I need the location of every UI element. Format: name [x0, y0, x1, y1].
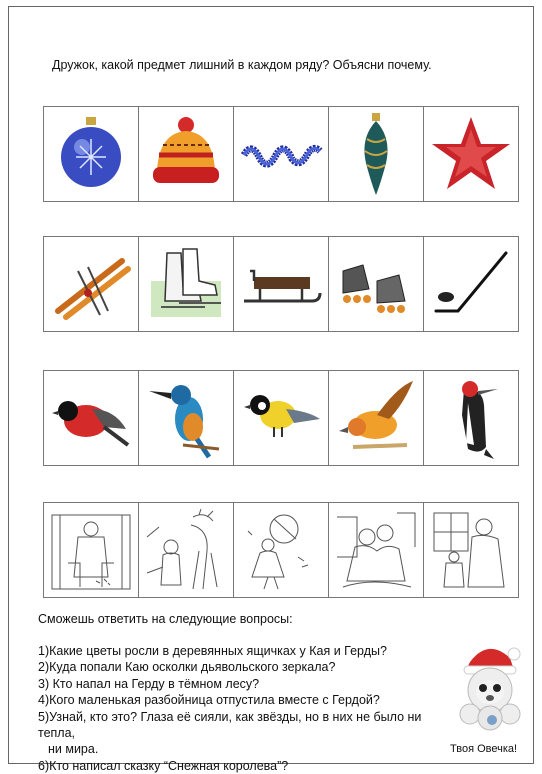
- question-6: 6)Кто написал сказку “Снежная королева”?: [38, 758, 289, 773]
- titmouse-icon: [238, 375, 324, 461]
- icicle-ornament-icon: [333, 111, 419, 197]
- story-picture-1: [48, 507, 134, 593]
- row4-cell-2[interactable]: [139, 503, 234, 597]
- story-picture-5: [428, 507, 514, 593]
- story-row: [43, 502, 519, 598]
- row3-cell-5[interactable]: [424, 371, 518, 465]
- worksheet-title: Дружок, какой предмет лишний в каждом ряду? Объясни почему.: [52, 58, 432, 72]
- question-3: 3) Кто напал на Герду в тёмном лесу?: [38, 676, 260, 691]
- story-picture-2: [143, 507, 229, 593]
- sled-icon: [238, 241, 324, 327]
- row4-cell-3[interactable]: [234, 503, 329, 597]
- row4-cell-5[interactable]: [424, 503, 518, 597]
- sheep-mascot-icon: [448, 640, 528, 732]
- birds-row: [43, 370, 519, 466]
- hockey-stick-icon: [428, 241, 514, 327]
- row1-cell-4[interactable]: [329, 107, 424, 201]
- signature: Твоя Овечка!: [450, 743, 518, 755]
- row3-cell-2[interactable]: [139, 371, 234, 465]
- row2-cell-2[interactable]: [139, 237, 234, 331]
- story-picture-4: [333, 507, 419, 593]
- tinsel-icon: [238, 111, 324, 197]
- row3-cell-1[interactable]: [44, 371, 139, 465]
- row2-cell-3[interactable]: [234, 237, 329, 331]
- question-5-continued: ни мира.: [48, 742, 99, 757]
- roller-skates-icon: [333, 241, 419, 327]
- woodpecker-icon: [428, 375, 514, 461]
- row2-cell-1[interactable]: [44, 237, 139, 331]
- questions-list: [38, 643, 458, 774]
- row1-cell-5[interactable]: [424, 107, 518, 201]
- story-picture-3: [238, 507, 324, 593]
- ice-skates-icon: [143, 241, 229, 327]
- christmas-row: [43, 106, 519, 202]
- row1-cell-2[interactable]: [139, 107, 234, 201]
- sport-row: [43, 236, 519, 332]
- row3-cell-3[interactable]: [234, 371, 329, 465]
- question-4: 4)Кого маленькая разбойница отпустила вместе с Гердой?: [38, 693, 380, 708]
- skis-icon: [48, 241, 134, 327]
- row1-cell-1[interactable]: [44, 107, 139, 201]
- row3-cell-4[interactable]: [329, 371, 424, 465]
- row4-cell-1[interactable]: [44, 503, 139, 597]
- row2-cell-4[interactable]: [329, 237, 424, 331]
- row2-cell-5[interactable]: [424, 237, 518, 331]
- question-5: 5)Узнай, кто это? Глаза её сияли, как звёзды, но в них не было ни тепла,: [38, 709, 422, 741]
- bullfinch-icon: [48, 375, 134, 461]
- questions-heading: Сможешь ответить на следующие вопросы:: [38, 612, 293, 626]
- oriole-icon: [333, 375, 419, 461]
- row4-cell-4[interactable]: [329, 503, 424, 597]
- row1-cell-3[interactable]: [234, 107, 329, 201]
- question-2: 2)Куда попали Каю осколки дьявольского зеркала?: [38, 660, 336, 675]
- star-ornament-icon: [428, 111, 514, 197]
- kingfisher-icon: [143, 375, 229, 461]
- knit-hat-icon: [143, 111, 229, 197]
- question-1: 1)Какие цветы росли в деревянных ящичках у Кая и Герды?: [38, 644, 387, 658]
- ornament-ball-icon: [48, 111, 134, 197]
